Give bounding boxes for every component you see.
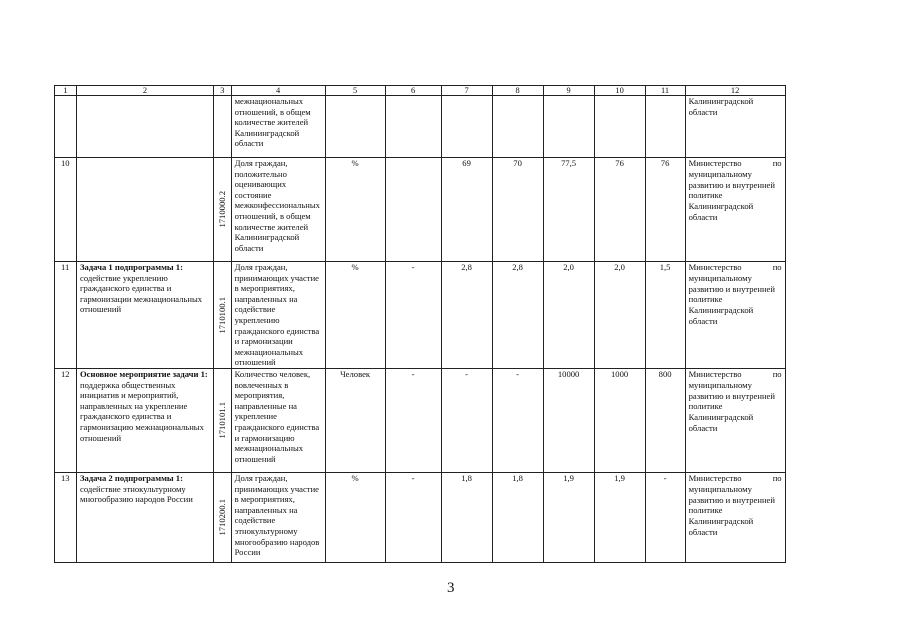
table-row — [55, 262, 786, 369]
row-code: 1710200.1 — [217, 499, 227, 536]
row-value-8: 70 — [492, 158, 543, 262]
row-title-bold: Задача 2 подпрограммы 1: — [80, 472, 183, 483]
row-number: 10 — [55, 158, 77, 262]
col-header-2: 2 — [77, 86, 214, 96]
col-header-6: 6 — [385, 86, 441, 96]
row-value-10 — [594, 96, 645, 158]
row-code-cell — [214, 368, 232, 472]
ministry-first-line: Министерство по — [688, 158, 782, 168]
table-row — [55, 96, 786, 158]
row-value-6: - — [385, 262, 441, 369]
col-header-5: 5 — [325, 86, 385, 96]
row-value-8: - — [492, 368, 543, 472]
row-indicator: Доля граждан, принимающих участие в мероприятиях, направленных на содействие этнокультурному многообразию народов России — [231, 472, 325, 562]
ministry-rest: муниципальному развитию и внутренней политике Калининградской области — [688, 379, 775, 433]
row-title-bold: Основное мероприятие задачи 1: — [80, 368, 208, 379]
row-title — [77, 472, 214, 562]
col-header-7: 7 — [441, 86, 492, 96]
row-value-6 — [385, 96, 441, 158]
row-code-cell — [214, 96, 232, 158]
col-header-1: 1 — [55, 86, 77, 96]
row-unit: % — [325, 158, 385, 262]
row-value-10: 76 — [594, 158, 645, 262]
row-unit — [325, 96, 385, 158]
ministry-first-line: Министерство по — [688, 262, 782, 272]
row-title — [77, 262, 214, 369]
row-value-9: 77,5 — [543, 158, 594, 262]
indicators-table — [54, 85, 786, 563]
row-value-6: - — [385, 368, 441, 472]
row-code-cell — [214, 472, 232, 562]
page-number: 3 — [447, 580, 455, 596]
row-value-9: 2,0 — [543, 262, 594, 369]
ministry-first-line: Министерство по — [688, 472, 782, 483]
row-code: 1710000.2 — [217, 191, 227, 228]
row-value-7: 69 — [441, 158, 492, 262]
row-ministry — [685, 158, 785, 262]
ministry-rest: муниципальному развитию и внутренней политике Калининградской области — [688, 168, 775, 222]
row-indicator: Доля граждан, положительно оценивающих состояние межконфессиональных отношений, в общем количестве жителей Калининградской области — [231, 158, 325, 262]
row-code-cell — [214, 158, 232, 262]
row-title — [77, 368, 214, 472]
col-header-4: 4 — [231, 86, 325, 96]
row-value-11: - — [645, 472, 685, 562]
row-value-7: 1,8 — [441, 472, 492, 562]
row-ministry — [685, 96, 785, 158]
ministry-continued: Калининградской области — [688, 96, 754, 117]
col-header-10: 10 — [594, 86, 645, 96]
row-title — [77, 158, 214, 262]
row-code-cell — [214, 262, 232, 369]
ministry-rest: муниципальному развитию и внутренней политике Калининградской области — [688, 272, 775, 326]
col-header-11: 11 — [645, 86, 685, 96]
row-code: 1710100.1 — [217, 296, 227, 334]
ministry-first-line: Министерство по — [688, 368, 782, 379]
row-title — [77, 96, 214, 158]
row-unit: % — [325, 472, 385, 562]
row-title-text: содействие этнокультурному многообразию народов России — [80, 483, 193, 505]
row-unit: % — [325, 262, 385, 369]
row-value-11: 76 — [645, 158, 685, 262]
row-indicator: Количество человек, вовлеченных в мероприятия, направленные на укрепление гражданского единства и гармонизацию межнациональных отношений — [231, 368, 325, 472]
row-number: 11 — [55, 262, 77, 369]
row-value-9: 10000 — [543, 368, 594, 472]
row-ministry — [685, 262, 785, 369]
row-indicator: межнациональных отношений, в общем количестве жителей Калининградской области — [231, 96, 325, 158]
row-value-11 — [645, 96, 685, 158]
row-value-10: 2,0 — [594, 262, 645, 369]
indicators-table-wrapper — [54, 85, 786, 563]
row-indicator: Доля граждан, принимающих участие в мероприятиях, направленных на содействие укреплению гражданского единства и гармонизации межнациональных отношений — [231, 262, 325, 369]
col-header-8: 8 — [492, 86, 543, 96]
row-value-11: 800 — [645, 368, 685, 472]
row-value-8 — [492, 96, 543, 158]
row-title-bold: Задача 1 подпрограммы 1: — [80, 262, 183, 272]
row-code: 1710101.1 — [217, 402, 227, 439]
row-value-9: 1,9 — [543, 472, 594, 562]
row-number — [55, 96, 77, 158]
row-value-10: 1000 — [594, 368, 645, 472]
table-row — [55, 368, 786, 472]
col-header-9: 9 — [543, 86, 594, 96]
row-number: 12 — [55, 368, 77, 472]
row-value-7: 2,8 — [441, 262, 492, 369]
ministry-rest: муниципальному развитию и внутренней политике Калининградской области — [688, 483, 775, 537]
col-header-12: 12 — [685, 86, 785, 96]
table-row — [55, 158, 786, 262]
row-ministry — [685, 368, 785, 472]
row-value-8: 1,8 — [492, 472, 543, 562]
col-header-3: 3 — [214, 86, 232, 96]
row-value-8: 2,8 — [492, 262, 543, 369]
row-unit: Человек — [325, 368, 385, 472]
row-value-11: 1,5 — [645, 262, 685, 369]
row-ministry — [685, 472, 785, 562]
row-number: 13 — [55, 472, 77, 562]
row-title-text: содействие укреплению гражданского единства и гармонизации межнациональных отношений — [80, 272, 203, 315]
row-value-10: 1,9 — [594, 472, 645, 562]
row-value-7 — [441, 96, 492, 158]
row-value-6 — [385, 158, 441, 262]
row-value-7: - — [441, 368, 492, 472]
row-value-9 — [543, 96, 594, 158]
row-title-text: поддержка общественных инициатив и мероприятий, направленных на укрепление гражданского единства и гармонизацию межнациональных отношений — [80, 379, 204, 443]
header-row — [55, 86, 786, 96]
table-row — [55, 472, 786, 562]
row-value-6: - — [385, 472, 441, 562]
